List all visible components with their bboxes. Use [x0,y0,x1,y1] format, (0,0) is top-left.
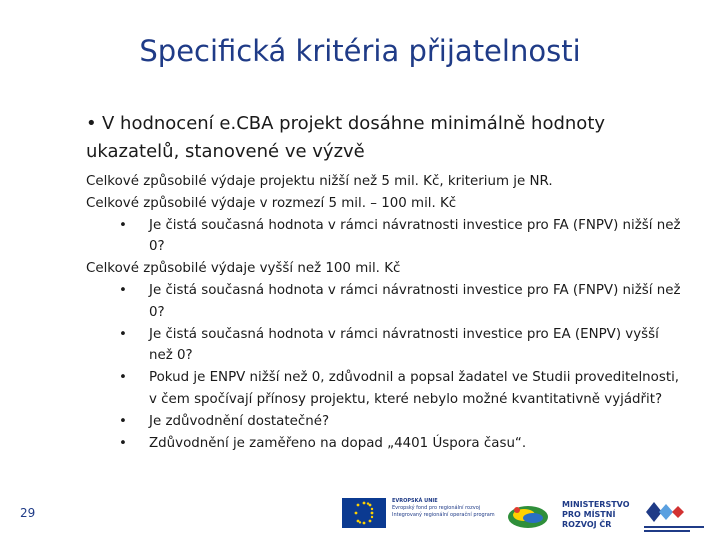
slide-body [86,171,696,454]
ministry-line-3: ROZVOJ ČR [562,520,612,529]
sub-bullet-3 [86,324,696,368]
sub-bullet-3-line-b: než 0? [149,348,193,364]
bullet-icon: • [119,413,127,429]
eu-text-line-1: EVROPSKÁ UNIE [392,498,438,504]
sub-bullet-4-line-a: Pokud je ENPV nižší než 0, zdůvodnil a popsal žadatel ve Studii proveditelnosti, [149,370,680,386]
bullet-icon: • [119,217,127,233]
bullet-icon: • [86,113,97,134]
sub-bullet-2-line-a: Je čistá současná hodnota v rámci návratnosti investice pro FA (FNPV) nižší než [149,282,681,298]
page-number: 29 [20,506,36,520]
lead-line-1: V hodnocení e.CBA projekt dosáhne minimálně hodnoty [102,113,606,134]
sub-bullet-4 [86,367,696,411]
sub-bullet-3-line-a: Je čistá současná hodnota v rámci návratnosti investice pro EA (ENPV) vyšší [149,326,659,342]
bullet-icon: • [119,282,127,298]
sub-bullet-2 [86,280,696,324]
slide-title: Specifická kritéria přijatelnosti [139,34,581,68]
sub-bullet-1-line-b: 0? [149,239,165,255]
sub-bullet-1-line-a: Je čistá současná hodnota v rámci návratnosti investice pro FA (FNPV) nižší než [149,217,681,233]
lead-line-2: ukazatelů, stanovené ve výzvě [86,141,365,162]
ministry-line-1: MINISTERSTVO [562,500,630,509]
sub-bullet-2-line-b: 0? [149,304,165,320]
eu-program-text [392,498,502,538]
ministry-emblem-icon [640,498,710,534]
criterion-line-2: Celkové způsobilé výdaje v rozmezí 5 mil. – 100 mil. Kč [86,195,457,211]
bullet-icon: • [119,370,127,386]
criterion-line-1: Celkové způsobilé výdaje projektu nižší než 5 mil. Kč, kriterium je NR. [86,174,553,189]
sub-bullet-1 [86,215,696,259]
sub-bullet-6 [86,433,696,455]
bullet-icon: • [119,326,127,342]
irop-logo-icon [505,497,551,533]
sub-bullet-5-line: Je zdůvodnění dostatečné? [149,413,330,429]
lead-bullet [86,110,686,166]
criterion-line-3: Celkové způsobilé výdaje vyšší než 100 mil. Kč [86,261,401,277]
bullet-icon: • [119,435,127,451]
eu-text-line-3: Integrovaný regionální operační program [392,512,495,518]
sub-bullet-5 [86,411,696,433]
eu-flag-icon [342,498,386,534]
ministry-line-2: PRO MÍSTNÍ [562,510,616,519]
sub-bullet-4-line-b: v čem spočívají přínosy projektu, které nebylo možné kvantitativně vyjádřit? [149,391,663,407]
sub-bullet-6-line: Zdůvodnění je zaměřeno na dopad „4401 Úspora času“. [149,435,527,451]
ministry-logo-text [562,500,632,540]
eu-text-line-2: Evropský fond pro regionální rozvoj [392,505,481,511]
